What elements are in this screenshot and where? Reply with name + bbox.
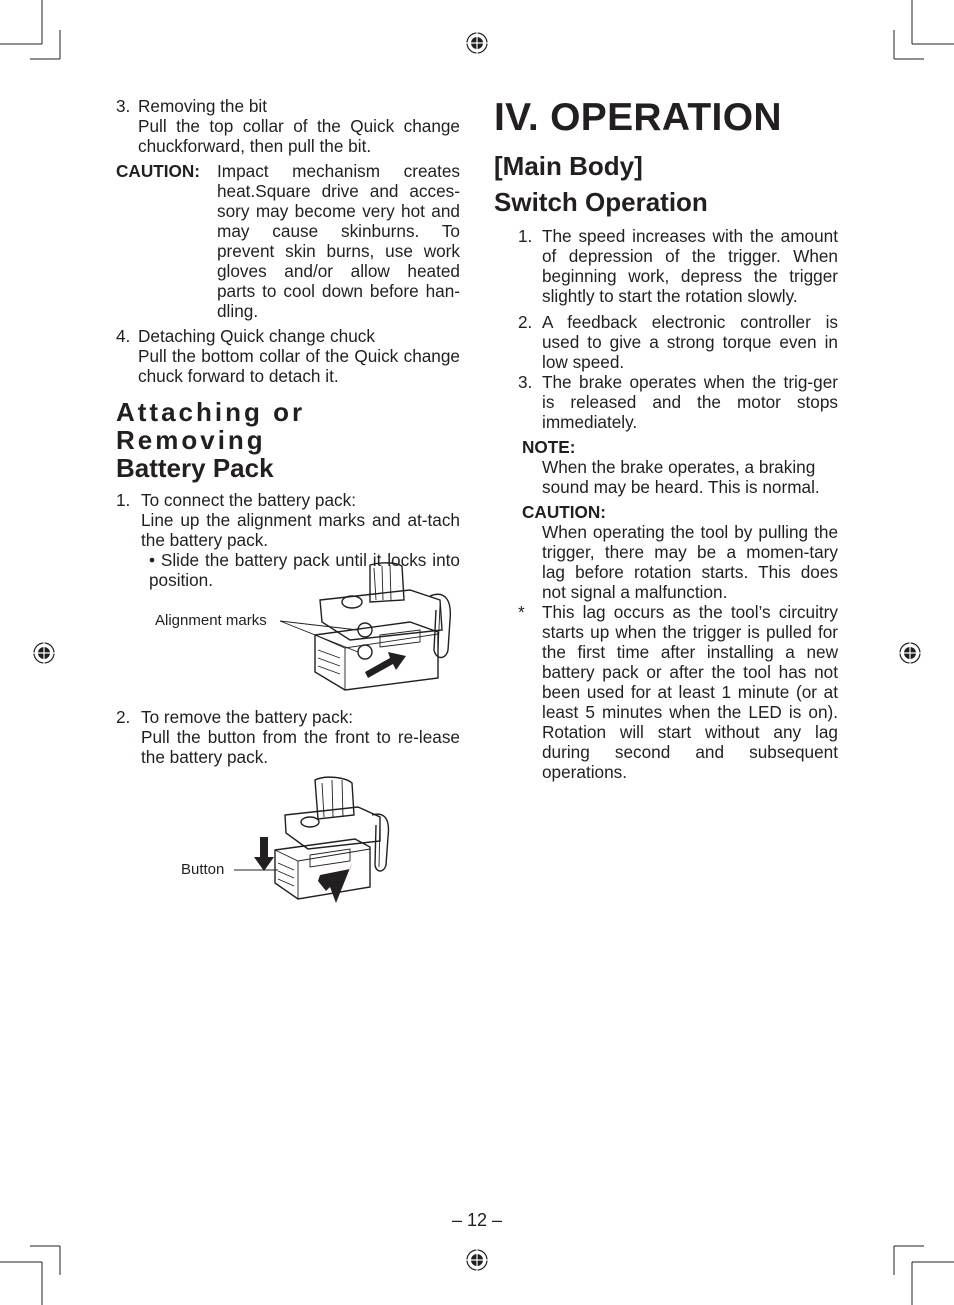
step-number: 2.: [116, 707, 131, 727]
battery-attach-illustration: [270, 560, 460, 700]
right-column: [494, 96, 838, 782]
note-block: [518, 437, 838, 497]
item-body: Pull the bottom collar of the Quick change chuck forward to detach it.: [138, 346, 460, 386]
step-number: 1.: [116, 490, 131, 510]
registration-mark-top: [465, 31, 489, 55]
switch-item-2: [518, 312, 838, 372]
item-number: 2.: [518, 312, 533, 332]
registration-mark-right: [898, 641, 922, 665]
chapter-title: IV. OPERATION: [494, 96, 782, 139]
step-body: Line up the alignment marks and at-tach the battery pack.: [141, 510, 460, 550]
item-number: 3.: [116, 96, 131, 116]
item-number: 3.: [518, 372, 533, 392]
left-column: [116, 96, 460, 590]
caution-block: [116, 161, 460, 321]
item-text: The speed increases with the amount of depression of the trigger. When beginning work, depress the trigger slightly to start the rotation slowly.: [542, 226, 838, 306]
caution-text: Impact mechanism creates heat.Square drive and acces-sory may become very hot and may cause skinburns. To prevent skin burns, use work gloves and/or allow heated parts to cool down before han-dling.: [217, 161, 460, 321]
item-removing-bit: [116, 96, 460, 156]
step-remove-battery: [116, 707, 460, 767]
registration-mark-bottom: [465, 1248, 489, 1272]
section-heading-battery-line2: Battery Pack: [116, 453, 274, 483]
switch-item-1: [518, 226, 838, 306]
switch-item-3: [518, 372, 838, 432]
step-title: To remove the battery pack:: [141, 707, 354, 727]
item-body: Pull the top collar of the Quick change chuckforward, then pull the bit.: [138, 116, 460, 156]
step-body: Pull the button from the front to re-lease the battery pack.: [141, 727, 460, 767]
item-detaching-chuck: [116, 326, 460, 386]
battery-remove-illustration: [230, 775, 400, 910]
item-title: Removing the bit: [138, 96, 267, 116]
asterisk-text: This lag occurs as the tool’s circuitry starts up when the trigger is pulled for the first time after installing a new battery pack or after the tool has not been used for at least 1 minute (or at least 5 minutes when the LED is on). Rotation will start without any lag during second and subsequent operations.: [542, 602, 838, 782]
registration-mark-left: [32, 641, 56, 665]
item-number: 1.: [518, 226, 533, 246]
note-label: NOTE:: [522, 437, 576, 457]
caution-text: When operating the tool by pulling the trigger, there may be a momen-tary lag before rotation starts. This does not signal a malfunction.: [542, 522, 838, 602]
item-text: The brake operates when the trig-ger is released and the motor stops immediately.: [542, 372, 838, 432]
subsection-main-body: [Main Body]: [494, 151, 643, 181]
caution-label: CAUTION:: [116, 161, 201, 181]
caution-label: CAUTION:: [522, 502, 607, 522]
caution-block-right: [518, 502, 838, 602]
asterisk-mark: *: [518, 602, 525, 622]
item-number: 4.: [116, 326, 131, 346]
asterisk-note: [518, 602, 838, 782]
section-switch-operation: Switch Operation: [494, 187, 708, 217]
step-title: To connect the battery pack:: [141, 490, 356, 510]
figure-label-alignment-marks: Alignment marks: [155, 612, 267, 629]
note-text: When the brake operates, a braking sound may be heard. This is normal.: [542, 457, 820, 497]
item-title: Detaching Quick change chuck: [138, 326, 375, 346]
item-text: A feedback electronic controller is used to give a strong torque even in low speed.: [542, 312, 838, 372]
section-heading-battery: Attaching or Removing: [116, 397, 306, 455]
step-bullet: • Slide the battery pack until it locks into position.: [149, 550, 460, 590]
page-number: – 12 –: [451, 1210, 503, 1230]
figure-label-button: Button: [181, 861, 225, 878]
